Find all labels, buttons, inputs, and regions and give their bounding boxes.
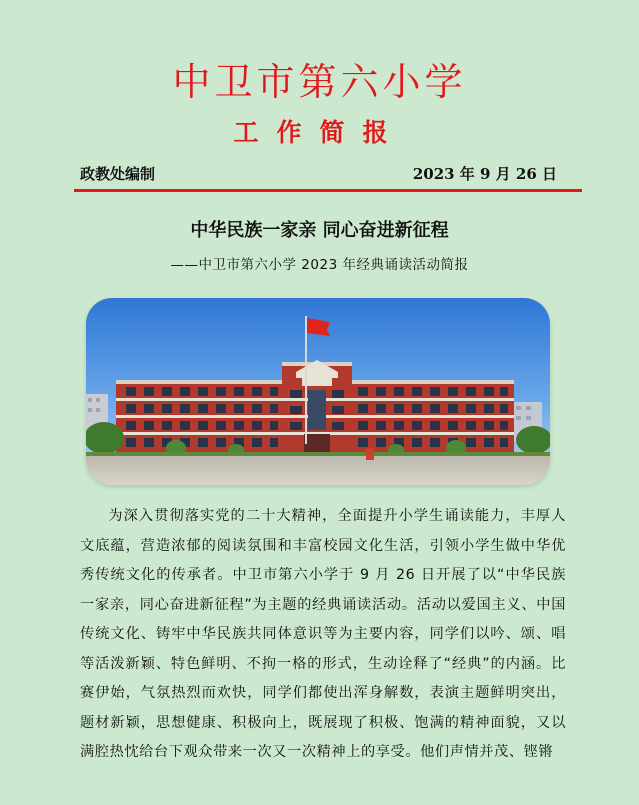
article-paragraph: 为深入贯彻落实党的二十大精神，全面提升小学生诵读能力，丰厚人文底蕴，营造浓郁的阅读氛围和丰富校园文化生活，引领小学生做中华优秀传统文化的传承者。中卫市第六小学于 9 月 26 日开展了以“中华民族一家亲，同心奋进新征程”为主题的经典诵读活动。活动以爱国主义、中国传统文化、铸牢中华民族共同体意识等为主要内容，同学们以吟、颂、唱等活泼新颖、特色鲜明、不拘一格的形式，生动诠释了“经典”的内涵。比赛伊始，气氛热烈而欢快，同学们都使出浑身解数，表演主题鲜明突出，题材新颖，思想健康、积极向上，既展现了积极、饱满的精神面貌，又以满腔热忱给台下观众带来一次又一次精神上的享受。他们声情并茂、铿锵 xyxy=(80,508,566,760)
article-subheadline: ——中卫市第六小学 2023 年经典诵读活动简报 xyxy=(170,257,469,273)
school-building-photo xyxy=(86,298,550,485)
header-divider xyxy=(74,189,582,192)
school-name: 中卫市第六小学 xyxy=(172,60,467,104)
editor-label: 政教处编制 xyxy=(80,165,156,183)
report-date: 2023 年 9 月 26 日 xyxy=(412,165,557,183)
article-body xyxy=(80,502,566,768)
report-name: 工作简报 xyxy=(233,118,406,147)
article-headline: 中华民族一家亲 同心奋进新征程 xyxy=(190,220,449,241)
